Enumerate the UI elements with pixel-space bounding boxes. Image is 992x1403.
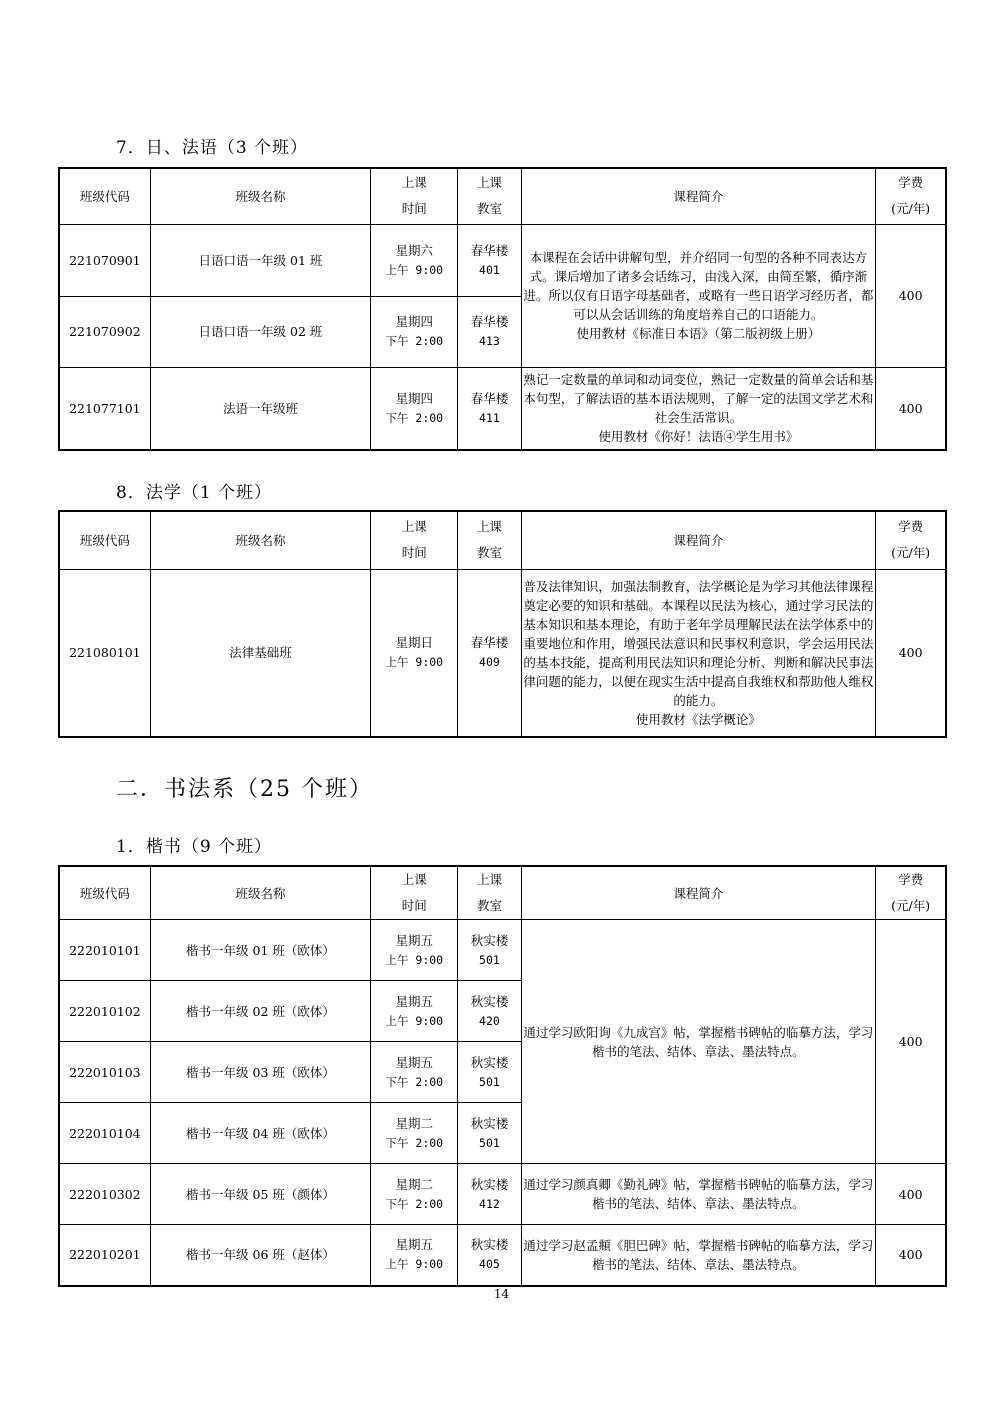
class-name: 楷书一年级 04 班（欧体） — [150, 1103, 370, 1164]
course-intro — [521, 224, 876, 367]
textbook-text: 使用教材《标准日本语》（第二版初级上册） — [576, 326, 821, 341]
class-name: 楷书一年级 02 班（欧体） — [150, 981, 370, 1042]
class-room: 秋实楼 420 — [458, 981, 521, 1042]
class-code: 222010302 — [59, 1164, 150, 1225]
header-room: 上课 教室 — [458, 511, 521, 569]
table-row — [59, 1164, 946, 1225]
class-time: 星期四 下午 2:00 — [371, 367, 458, 450]
class-name: 法语一年级班 — [150, 367, 370, 450]
header-intro: 课程简介 — [521, 168, 876, 224]
textbook-text: 使用教材《法学概论》 — [635, 711, 761, 727]
course-intro — [521, 569, 876, 737]
table-row — [59, 367, 946, 450]
page-number: 14 — [493, 1287, 510, 1301]
tuition-fee: 400 — [876, 569, 946, 737]
table-row — [59, 569, 946, 737]
intro-text: 本课程在会话中讲解句型，并介绍同一句型的各种不同表达方式。课后增加了诸多会话练习，由浅入深，由简至繁，循序渐进。所以仅有日语字母基础者，或略有一些日语学习经历者，都可以从会话训练的角度培养自己的口语能力。 — [523, 250, 874, 322]
header-room: 上课 教室 — [458, 866, 521, 920]
intro-text: 通过学习颜真卿《勤礼碑》帖，掌握楷书碑帖的临摹方法，学习楷书的笔法、结体、章法、墨法特点。 — [523, 1177, 874, 1211]
class-name: 日语口语一年级 02 班 — [150, 296, 370, 367]
class-time: 星期五 上午 9:00 — [371, 981, 458, 1042]
class-room: 秋实楼 405 — [458, 1225, 521, 1286]
course-intro — [521, 1225, 876, 1286]
header-fee: 学费 (元/年) — [876, 866, 946, 920]
class-time: 星期二 下午 2:00 — [371, 1103, 458, 1164]
class-name: 日语口语一年级 01 班 — [150, 224, 370, 296]
class-name: 楷书一年级 01 班（欧体） — [150, 920, 370, 981]
header-code: 班级代码 — [59, 511, 150, 569]
header-name: 班级名称 — [150, 168, 370, 224]
class-room: 春华楼 413 — [458, 296, 521, 367]
class-code: 221070901 — [59, 224, 150, 296]
class-room: 春华楼 411 — [458, 367, 521, 450]
header-time: 上课 时间 — [371, 866, 458, 920]
class-code: 222010102 — [59, 981, 150, 1042]
course-table-kaishu — [58, 865, 947, 1287]
table-header-row — [59, 511, 946, 569]
textbook-text: 使用教材《你好！法语④学生用书》 — [598, 429, 799, 445]
class-time: 星期二 下午 2:00 — [371, 1164, 458, 1225]
class-code: 221070902 — [59, 296, 150, 367]
header-name: 班级名称 — [150, 866, 370, 920]
table-row — [59, 224, 946, 296]
header-time: 上课 时间 — [371, 511, 458, 569]
class-code: 222010101 — [59, 920, 150, 981]
header-fee: 学费 (元/年) — [876, 168, 946, 224]
course-intro — [521, 1164, 876, 1225]
class-room: 秋实楼 501 — [458, 1103, 521, 1164]
header-room: 上课 教室 — [458, 168, 521, 224]
intro-text: 通过学习赵孟頫《胆巴碑》帖，掌握楷书碑帖的临摹方法，学习楷书的笔法、结体、章法、墨法特点。 — [523, 1237, 874, 1272]
course-table-japanese-french — [58, 167, 947, 451]
header-intro: 课程简介 — [521, 511, 876, 569]
section-title-law: 8．法学（1 个班） — [116, 483, 273, 503]
table-header-row — [59, 866, 946, 920]
class-code: 222010103 — [59, 1042, 150, 1103]
intro-text: 通过学习欧阳询《九成宫》帖，掌握楷书碑帖的临摹方法，学习楷书的笔法、结体、章法、墨法特点。 — [523, 1024, 874, 1059]
tuition-fee: 400 — [876, 1164, 946, 1225]
course-intro — [521, 920, 876, 1164]
class-code: 221080101 — [59, 569, 150, 737]
class-time: 星期日 上午 9:00 — [371, 569, 458, 737]
class-name: 楷书一年级 05 班（颜体） — [150, 1164, 370, 1225]
class-name: 楷书一年级 03 班（欧体） — [150, 1042, 370, 1103]
table-row — [59, 920, 946, 981]
class-code: 222010201 — [59, 1225, 150, 1286]
class-time: 星期五 下午 2:00 — [371, 1042, 458, 1103]
tuition-fee: 400 — [876, 224, 946, 367]
header-intro: 课程简介 — [521, 866, 876, 920]
header-time: 上课 时间 — [371, 168, 458, 224]
course-table-law — [58, 510, 947, 738]
header-fee: 学费 (元/年) — [876, 511, 946, 569]
header-name: 班级名称 — [150, 511, 370, 569]
table-header-row — [59, 168, 946, 224]
header-code: 班级代码 — [59, 866, 150, 920]
class-code: 221077101 — [59, 367, 150, 450]
table-row — [59, 1225, 946, 1286]
header-code: 班级代码 — [59, 168, 150, 224]
tuition-fee: 400 — [876, 367, 946, 450]
class-code: 222010104 — [59, 1103, 150, 1164]
class-room: 秋实楼 501 — [458, 1042, 521, 1103]
class-name: 楷书一年级 06 班（赵体） — [150, 1225, 370, 1286]
class-time: 星期四 下午 2:00 — [371, 296, 458, 367]
intro-text: 普及法律知识，加强法制教育，法学概论是为学习其他法律课程奠定必要的知识和基础。本课程以民法为核心，通过学习民法的基本知识和基本理论，有助于老年学员理解民法在法学体系中的重要地位和作用，增强民法意识和民事权利意识，学会运用民法的基本技能，提高利用民法知识和理论分析、判断和解决民事法律问题的能力，以便在现实生活中提高自我维权和帮助他人维权的能力。 — [523, 578, 874, 708]
class-room: 春华楼 401 — [458, 224, 521, 296]
tuition-fee: 400 — [876, 920, 946, 1164]
class-room: 秋实楼 412 — [458, 1164, 521, 1225]
class-time: 星期五 上午 9:00 — [371, 1225, 458, 1286]
tuition-fee: 400 — [876, 1225, 946, 1286]
class-time: 星期五 上午 9:00 — [371, 920, 458, 981]
intro-text: 熟记一定数量的单词和动词变位，熟记一定数量的简单会话和基本句型，了解法语的基本语法规则，了解一定的法国文学艺术和社会生活常识。 — [523, 372, 874, 426]
section-title-kaishu: 1．楷书（9 个班） — [116, 837, 273, 857]
class-room: 秋实楼 501 — [458, 920, 521, 981]
class-time: 星期六 上午 9:00 — [371, 224, 458, 296]
department-title-calligraphy: 二．书法系（25 个班） — [116, 777, 373, 802]
class-room: 春华楼 409 — [458, 569, 521, 737]
class-name: 法律基础班 — [150, 569, 370, 737]
section-title-japanese-french: 7．日、法语（3 个班） — [116, 138, 309, 158]
course-intro — [521, 367, 876, 450]
